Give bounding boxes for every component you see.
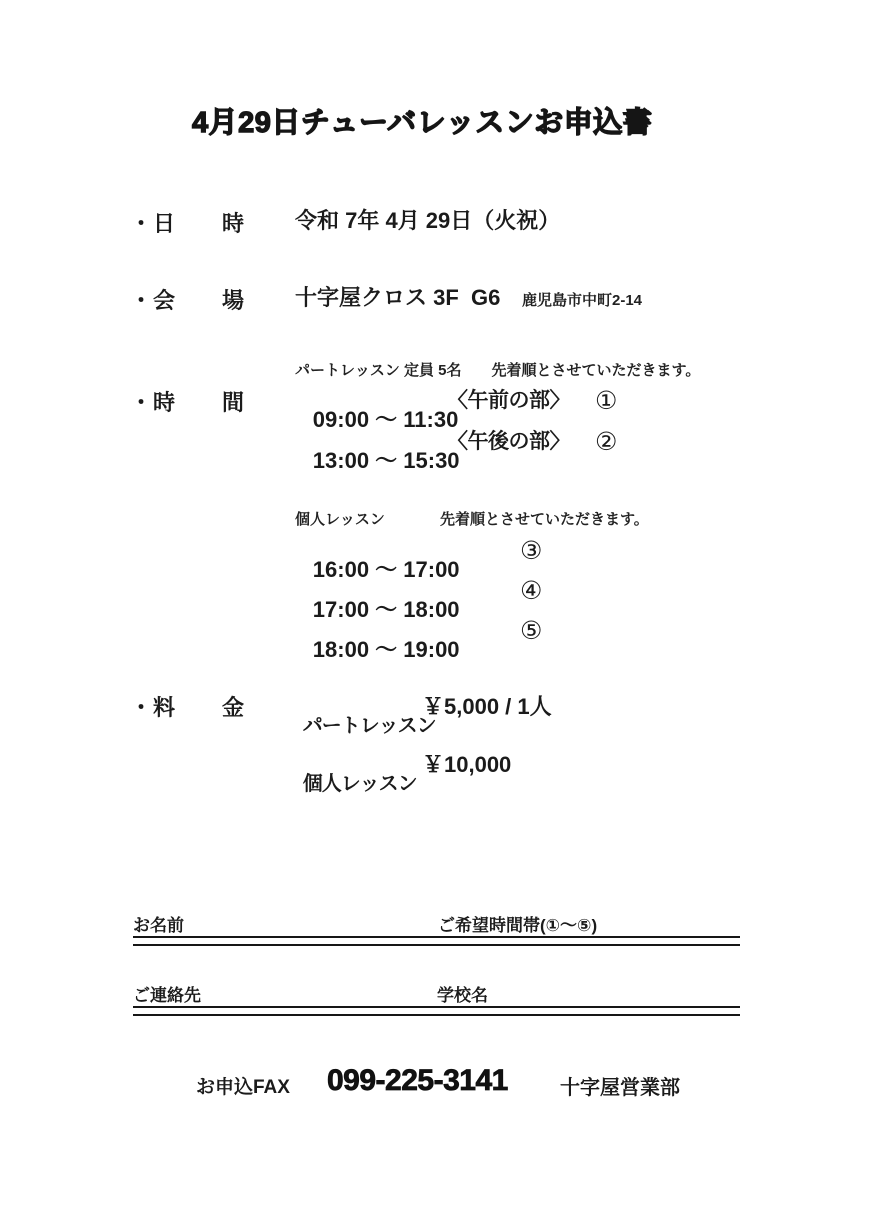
slot-number-badge: ③ bbox=[520, 537, 543, 565]
date-row-label: ・日 時 bbox=[130, 211, 246, 236]
department-label: 十字屋営業部 bbox=[560, 1077, 680, 1099]
venue-value: 十字屋クロス 3F G6 bbox=[295, 285, 501, 310]
slot-time: 13:00 ～ 15:30 bbox=[312, 448, 460, 474]
slot-time: 18:00 ～ 19:00 bbox=[312, 637, 460, 663]
venue-row-label: ・会 場 bbox=[130, 288, 246, 313]
part-slot-row bbox=[295, 428, 755, 474]
slot-time: 17:00 ～ 18:00 bbox=[312, 597, 460, 623]
slot-time: 09:00 ～ 11:30 bbox=[312, 407, 459, 433]
slot-number-badge: ⑤ bbox=[520, 617, 543, 645]
fee-item-name: パートレッスン bbox=[302, 715, 436, 738]
private-lesson-header bbox=[295, 511, 715, 533]
fee-item-price: ￥10,000 bbox=[422, 752, 512, 777]
blank-write-line bbox=[133, 1006, 740, 1016]
private-slot-row bbox=[295, 617, 755, 663]
fee-row-label: ・料 金 bbox=[130, 695, 246, 720]
slot-time: 16:00 ～ 17:00 bbox=[312, 557, 460, 583]
private-lesson-note: 先着順とさせていただきます。 bbox=[440, 511, 649, 528]
private-lesson-title: 個人レッスン bbox=[295, 511, 385, 528]
part-slot-row bbox=[295, 387, 755, 433]
fee-row bbox=[285, 694, 705, 738]
private-slot-row bbox=[295, 577, 755, 623]
slot-number-badge: ④ bbox=[520, 577, 543, 605]
part-lesson-note: パートレッスン 定員 5名 先着順とさせていただきます。 bbox=[295, 362, 701, 379]
form-row-contact-school bbox=[133, 986, 740, 1016]
contact-field-label: ご連絡先 bbox=[133, 986, 201, 1005]
fax-number: 099-225-3141 bbox=[327, 1064, 508, 1097]
fax-label: お申込FAX bbox=[196, 1077, 290, 1098]
private-slot-row bbox=[295, 537, 755, 583]
page-title: 4月29日チューバレッスンお申込書 bbox=[192, 107, 653, 139]
school-field-label: 学校名 bbox=[437, 986, 488, 1005]
name-field-label: お名前 bbox=[133, 916, 184, 935]
fee-item-name: 個人レッスン bbox=[302, 773, 417, 796]
date-value: 令和 7年 4月 29日（火祝） bbox=[295, 208, 561, 233]
slot-number-badge: ① bbox=[595, 387, 618, 415]
fee-item-price: ￥5,000 / 1人 bbox=[422, 694, 552, 719]
time-row-label: ・時 間 bbox=[130, 390, 246, 415]
fee-row bbox=[285, 752, 705, 796]
venue-address: 鹿児島市中町2-14 bbox=[522, 292, 643, 309]
timeslot-field-label: ご希望時間帯(①～⑤) bbox=[438, 916, 598, 935]
blank-write-line bbox=[133, 936, 740, 946]
slot-session-name: 〈午前の部〉 bbox=[447, 389, 570, 412]
slot-number-badge: ② bbox=[595, 428, 618, 456]
form-row-name-timeslot bbox=[133, 916, 740, 946]
slot-session-name: 〈午後の部〉 bbox=[447, 430, 570, 453]
